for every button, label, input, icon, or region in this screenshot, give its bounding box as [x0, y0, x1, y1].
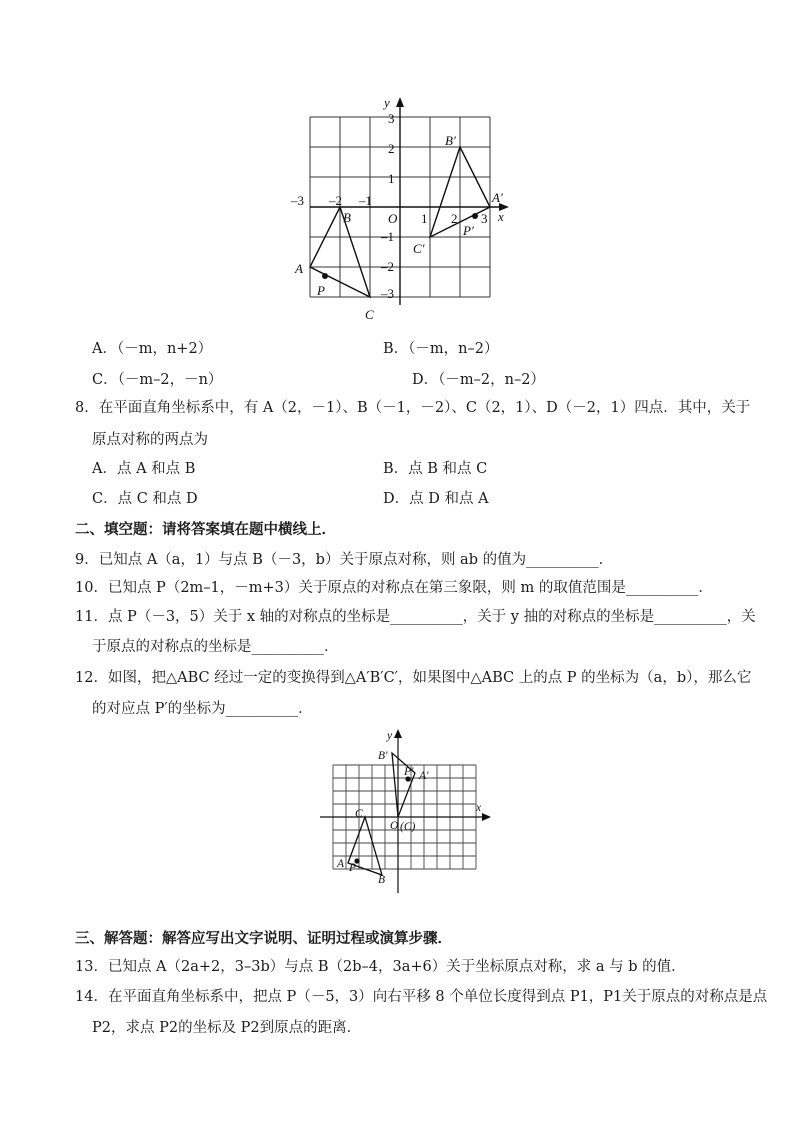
tick-y-neg3: –3 — [381, 286, 394, 301]
label-c-prime-2: (C) — [400, 821, 416, 833]
label-b-prime: B′ — [445, 133, 456, 148]
label-c-2: C — [355, 808, 363, 820]
q7-option-a: A．（－m，n+2） — [92, 341, 213, 357]
tick-x-neg2: –2 — [329, 193, 342, 208]
q8-option-b: B．点 B 和点 C — [383, 461, 488, 477]
triangle-a1b1c1-2 — [392, 753, 415, 817]
axis-y-label: y — [384, 95, 390, 110]
label-a-2: A — [337, 858, 345, 870]
label-c: C — [365, 307, 374, 322]
tick-y-3: 3 — [388, 111, 395, 126]
tick-y-neg1: –1 — [381, 229, 394, 244]
q13-text: 13．已知点 A（2a+2，3–3b）与点 B（2b–4，3a+6）关于坐标原点对称，求 a 与 b 的值． — [75, 959, 686, 975]
origin-label-2: O — [390, 820, 399, 832]
axis-x-label-2: x — [476, 802, 482, 814]
q8-option-d: D．点 D 和点 A — [383, 491, 489, 507]
q14-line1: 14．在平面直角坐标系中，把点 P（－5，3）向右平移 8 个单位长度得到点 P1，P1关于原点的对称点是点 — [75, 989, 768, 1005]
q8-line2: 原点对称的两点为 — [92, 432, 208, 448]
axis-y-label-2: y — [387, 730, 393, 742]
q7-option-c: C．（－m–2，－n） — [92, 372, 223, 388]
tick-x-neg1: –1 — [359, 193, 372, 208]
tick-y-2: 2 — [388, 141, 395, 156]
q9-text: 9．已知点 A（a，1）与点 B（－3，b）关于原点对称，则 ab 的值为__________． — [75, 552, 614, 568]
label-b-2: B — [378, 874, 386, 886]
q8-option-a: A．点 A 和点 B — [92, 461, 196, 477]
q8-line1: 8．在平面直角坐标系中，有 A（2，－1）、B（－1，－2）、C（2，1）、D（－2，1）四点．其中，关于 — [75, 400, 751, 416]
label-b: B — [343, 210, 351, 225]
q12-line1: 12．如图，把△ABC 经过一定的变换得到△A′B′C′，如果图中△ABC 上的点 P 的坐标为（a，b），那么它 — [75, 670, 752, 686]
tick-x-1: 1 — [421, 211, 428, 226]
axis-x-label: x — [498, 209, 504, 224]
label-a: A — [295, 261, 303, 276]
q11-line2: 于原点的对称点的坐标是__________． — [92, 639, 339, 655]
label-p: P — [317, 283, 325, 298]
q8-option-c: C．点 C 和点 D — [92, 491, 198, 507]
label-p-2: P — [349, 862, 357, 874]
figure-coordinate-grid-2 — [315, 725, 495, 895]
q14-line2: P2，求点 P2的坐标及 P2到原点的距离． — [92, 1020, 362, 1036]
tick-x-2: 2 — [451, 211, 458, 226]
q7-option-b: B．（－m，n–2） — [383, 341, 499, 357]
section-2-heading: 二、填空题：请将答案填在题中横线上． — [75, 521, 336, 538]
tick-y-neg2: –2 — [381, 259, 394, 274]
label-a-prime-2: A′ — [419, 770, 429, 782]
label-p-prime: P′ — [463, 223, 474, 238]
tick-x-3: 3 — [481, 211, 488, 226]
origin-label: O — [388, 211, 398, 226]
tick-x-neg3: –3 — [291, 193, 304, 208]
label-a-prime: A′ — [492, 190, 503, 205]
point-p — [322, 273, 328, 279]
q7-option-d: D．（－m–2，n–2） — [412, 372, 545, 388]
q11-line1: 11．点 P（－3，5）关于 x 轴的对称点的坐标是__________，关于 y 抽的对称点的坐标是__________，关 — [75, 609, 756, 625]
tick-y-1: 1 — [388, 171, 395, 186]
label-c-prime: C′ — [413, 241, 425, 256]
label-p-prime-2: P′ — [404, 766, 414, 778]
q10-text: 10．已知点 P（2m–1，－m+3）关于原点的对称点在第三象限，则 m 的取值范围是__________． — [75, 580, 713, 596]
q12-line2: 的对应点 P′的坐标为__________． — [92, 701, 313, 717]
section-3-heading: 三、解答题：解答应写出文字说明、证明过程或演算步骤． — [75, 930, 452, 947]
label-b-prime-2: B′ — [378, 750, 388, 762]
figure-coordinate-grid-1 — [285, 95, 515, 325]
point-p-prime — [472, 213, 478, 219]
